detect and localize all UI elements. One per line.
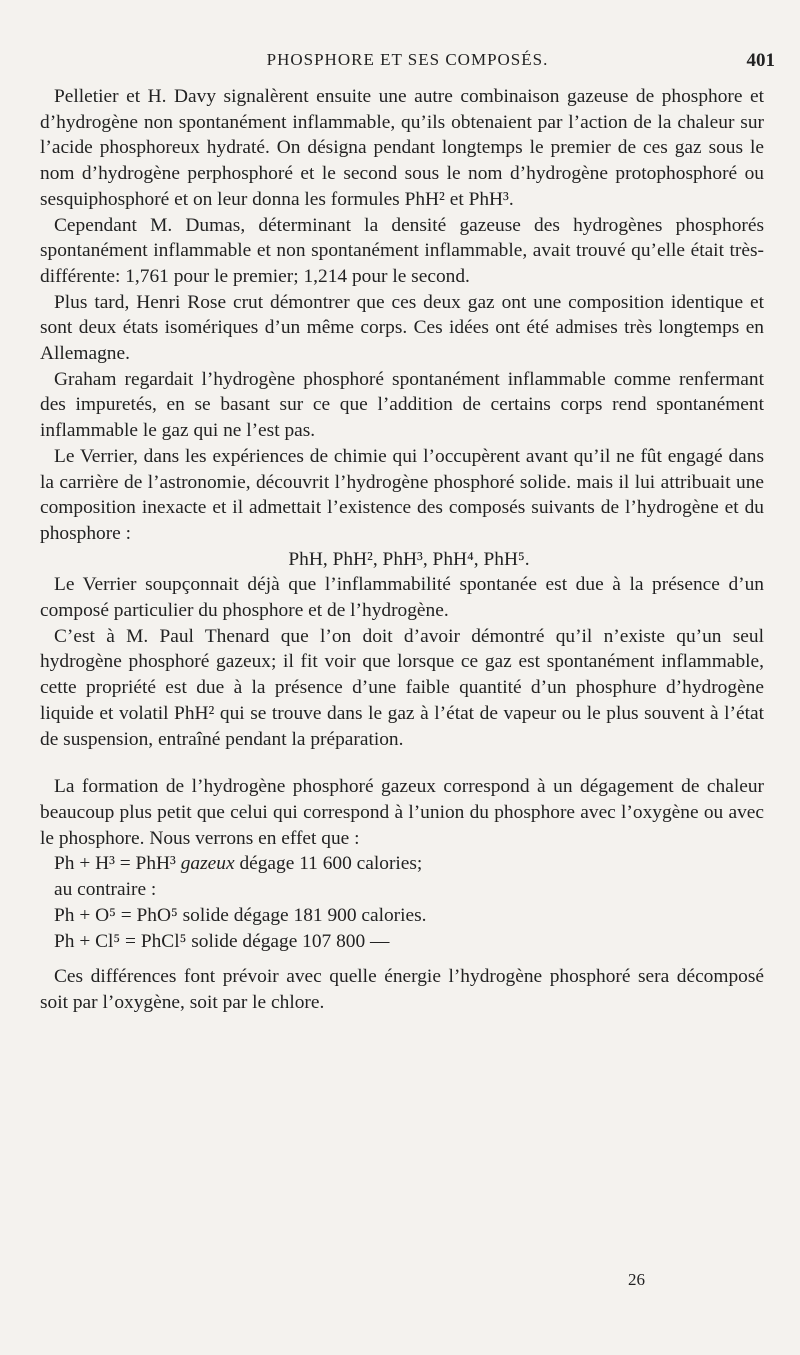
paragraph-conclusion: Ces différences font prévoir avec quelle énergie l’hydrogène phosphoré sera décomposé soit par l’oxygène, soit par le chlore. [40,966,764,1013]
equation-oxygen: Ph + O⁵ = PhO⁵ solide dégage 181 900 calories. [54,904,427,926]
paragraph-davy: Pelletier et H. Davy signalèrent ensuite une autre combinaison gazeuse de phosphore et d’hydrogène non spontanément inflammable, qu’ils obtenaient par l’action de la chaleur sur l’acide phosphoreux hydraté. On désigna pendant longtemps le premier de ces gaz sous le nom d’hydrogène perphosphoré et le second sous le nom d’hydrogène protophosphoré ou sesquiphosphoré et on leur donna les formules PhH² et PhH³. [40,86,764,210]
au-contraire: au contraire : [54,879,157,901]
main-text [40,84,764,1016]
equation-hydrogen [40,851,764,877]
page-number: 401 [746,50,775,71]
equation-hydrogen-state: gazeux [180,853,235,875]
paragraph-le-verrier-2: Le Verrier soupçonnait déjà que l’inflammabilité spontanée est due à la présence d’un composé particulier du phosphore et de l’hydrogène. [40,574,764,622]
paragraph-le-verrier: Le Verrier, dans les expériences de chimie qui l’occupèrent avant qu’il ne fût engagé dans la carrière de l’astronomie, découvrit l’hydrogène phosphoré solide. mais il lui attribuait une composition inexacte et il admettait l’existence des composés suivants de l’hydrogène et du phosphore : [40,445,764,544]
running-header [40,50,775,78]
equation-chlorine: Ph + Cl⁵ = PhCl⁵ solide dégage 107 800 — [54,930,390,952]
running-title: PHOSPHORE ET SES COMPOSÉS. [266,50,549,69]
formula-series: PhH, PhH², PhH³, PhH⁴, PhH⁵. [288,548,530,570]
equation-hydrogen-lhs: Ph + H³ = PhH³ [54,853,176,875]
paragraph-formation: La formation de l’hydrogène phosphoré gazeux correspond à un dégagement de chaleur beaucoup plus petit que celui qui correspond à l’union du phosphore avec l’oxygène ou avec le phosphore. Nous verrons en effet que : [40,776,764,849]
signature-number: 26 [628,1270,645,1289]
paragraph-graham: Graham regardait l’hydrogène phosphoré spontanément inflammable comme renfermant des impuretés, en se basant sur ce que l’addition de certains corps rend spontanément inflammable le gaz qui ne l’est pas. [40,368,764,442]
paragraph-dumas: Cependant M. Dumas, déterminant la densité gazeuse des hydrogènes phosphorés spontanément inflammable et non spontanément inflammable, avait trouvé qu’elle était très-différente: 1,761 pour le premier; 1,214 pour le second. [40,214,764,287]
equation-hydrogen-rhs: dégage 11 600 calories; [239,853,423,875]
paragraph-rose: Plus tard, Henri Rose crut démontrer que ces deux gaz ont une composition identique et sont deux états isomériques d’un même corps. Ces idées ont été admises très longtemps en Allemagne. [40,291,764,365]
paragraph-thenard: C’est à M. Paul Thenard que l’on doit d’avoir démontré qu’il n’existe qu’un seul hydrogène phosphoré gazeux; il fit voir que lorsque ce gaz est spontanément inflammable, cette propriété est due à la présence d’une faible quantité d’un phosphure d’hydrogène liquide et volatil PhH² qui se trouve dans le gaz à l’état de vapeur ou le plus souvent à l’état de suspension, entraîné pendant la préparation. [40,625,764,750]
